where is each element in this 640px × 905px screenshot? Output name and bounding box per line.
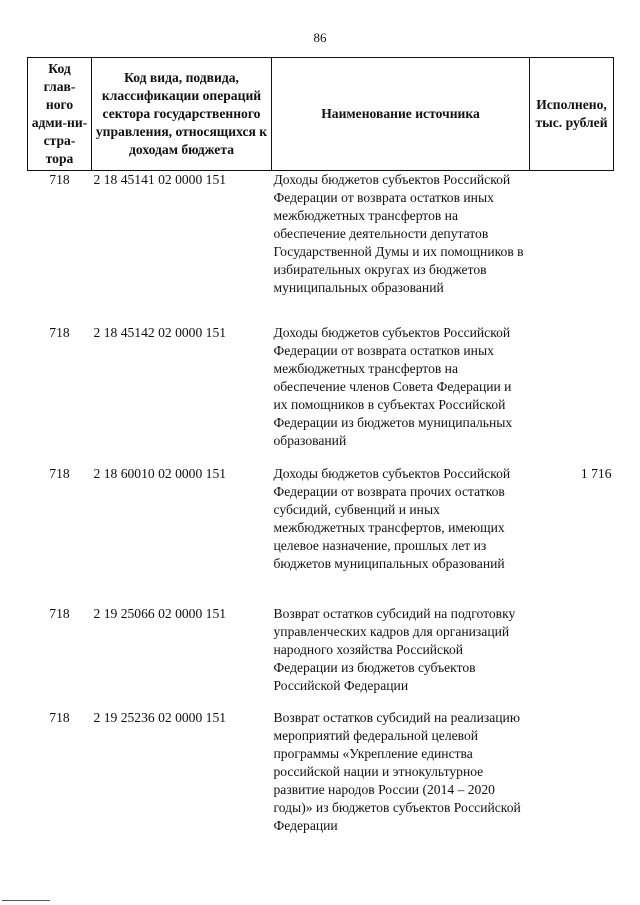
admin-code-cell: 718 xyxy=(49,172,70,187)
amount-cell xyxy=(530,709,614,835)
footer-divider xyxy=(2,900,50,901)
admin-code-cell: 718 xyxy=(49,324,70,340)
kbk-code-cell: 2 18 45141 02 0000 151 xyxy=(93,172,227,187)
header-executed-amount: Исполнено, тыс. рублей xyxy=(530,58,614,171)
table-row xyxy=(28,465,614,605)
table-row xyxy=(28,605,614,709)
admin-code-cell: 718 xyxy=(49,605,70,621)
kbk-code-cell: 2 19 25066 02 0000 151 xyxy=(93,605,227,621)
source-name-cell: Доходы бюджетов субъектов Российской Федерации от возврата остатков иных межбюджетных трансфертов на обеспечение членов Совета Федерации и их помощников в субъектах Российской Федерации из бюджетов муниципальных образований xyxy=(273,324,513,448)
header-kbk-code: Код вида, подвида, классификации операций сектора государственного управления, относящихся к доходам бюджета xyxy=(92,58,272,171)
table-header-row xyxy=(28,58,614,171)
table-row xyxy=(28,171,614,324)
kbk-code-cell: 2 19 25236 02 0000 151 xyxy=(93,709,227,725)
admin-code-cell: 718 xyxy=(49,465,70,481)
income-sources-table xyxy=(27,57,614,835)
source-name-cell: Возврат остатков субсидий на подготовку управленческих кадров для организаций народного хозяйства Российской Федерации из бюджетов субъектов Российской Федерации xyxy=(273,605,516,693)
header-source-name: Наименование источника xyxy=(272,58,530,171)
amount-cell xyxy=(530,324,614,465)
amount-cell xyxy=(530,171,614,324)
kbk-code-cell: 2 18 45142 02 0000 151 xyxy=(93,324,227,340)
source-name-cell: Возврат остатков субсидий на реализацию мероприятий федеральной целевой программы «Укрепление единства российской нации и этнокультурное развитие народов России (2014 – 2020 годы)» из бюджетов субъектов Российской Федерации xyxy=(273,709,521,833)
table-row xyxy=(28,709,614,835)
header-admin-code: Код глав-ного адми-ни-стра-тора xyxy=(28,58,92,171)
source-name-cell: Доходы бюджетов субъектов Российской Федерации от возврата прочих остатков субсидий, субвенций и иных межбюджетных трансфертов, имеющих целевое назначение, прошлых лет из бюджетов муниципальных образований xyxy=(273,465,511,571)
kbk-code-cell: 2 18 60010 02 0000 151 xyxy=(93,465,227,481)
amount-cell xyxy=(530,605,614,709)
source-name-cell: Доходы бюджетов субъектов Российской Федерации от возврата остатков иных межбюджетных трансфертов на обеспечение деятельности депутатов Государственной Думы и их помощников в избирательных округах из бюджетов муниципальных образований xyxy=(273,172,524,295)
admin-code-cell: 718 xyxy=(49,709,70,725)
table-row xyxy=(28,324,614,465)
page-number: 86 xyxy=(313,30,327,45)
amount-cell: 1 716 xyxy=(580,465,612,481)
